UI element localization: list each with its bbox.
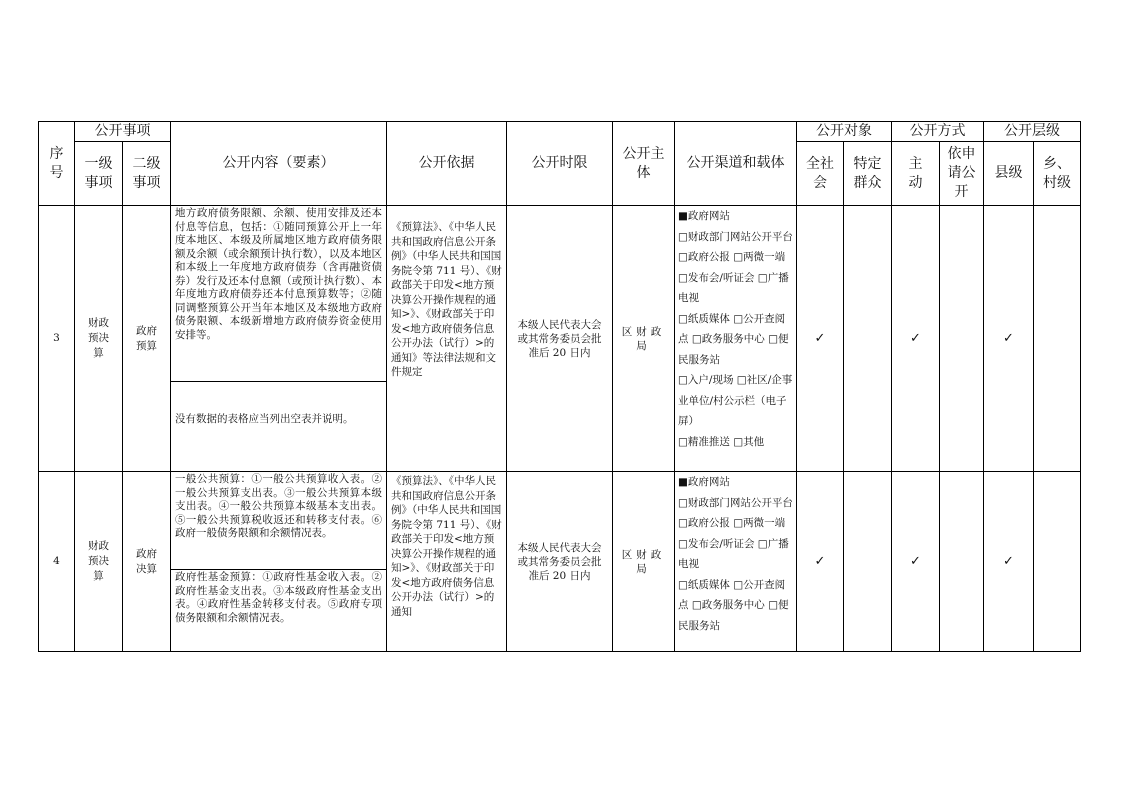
row-active-check: ✓: [892, 472, 940, 652]
header-item-group: 公开事项: [75, 122, 171, 142]
header-object-group: 公开对象: [797, 122, 892, 142]
row-time-limit: 本级人民代表大会或其常务委员会批准后 20 日内: [507, 206, 613, 472]
row-specific-group-check: [844, 472, 892, 652]
row-county-check: ✓: [984, 472, 1034, 652]
header-township: 乡、村级: [1034, 142, 1081, 206]
table-row: [39, 206, 1081, 472]
channel-item: □纸质媒体 □公开查阅点 □政务服务中心 □便民服务站: [678, 578, 789, 632]
header-county: 县级: [984, 142, 1034, 206]
table-row: [39, 472, 1081, 652]
channel-item: □财政部门网站公开平台: [678, 230, 793, 243]
channel-item: ■政府网站: [678, 476, 730, 488]
row-channel: [675, 206, 797, 472]
header-on-request: 依申请公开: [940, 142, 984, 206]
channel-item: □入户/现场 □社区/企事业单位/村公示栏（电子屏）: [678, 374, 793, 427]
row-seq: 4: [39, 472, 75, 652]
header-specific-group: 特定群众: [844, 142, 892, 206]
disclosure-table: [38, 121, 1081, 652]
header-basis: 公开依据: [387, 122, 507, 206]
header-time-limit: 公开时限: [507, 122, 613, 206]
header-content: 公开内容（要素）: [171, 122, 387, 206]
row-content-main: 地方政府债务限额、余额、使用安排及还本付息等信息，包括：①随同预算公开上一年度本地区、本级及所属地区地方政府债务限额及余额（或余额预计执行数），以及本地区和本级上一年度地方政府债券（含再融资债券）发行及还本付息额（或预计执行数）、本年度地方政府债券还本付息预算数等；②随同调整预算公开当年本地区及本级地方政府债务限额、本级新增地方政府债券资金使用安排等。: [175, 207, 382, 341]
header-level1: 一级事项: [75, 142, 123, 206]
row-basis-text: 《预算法》、《中华人民共和国政府信息公开条例》（中华人民共和国国务院令第 711 号）、《财政部关于印发<地方预决算公开操作规程的通知>》、《财政部关于印发<地方政府债务信息公开办法（试行）>的通知: [391, 475, 502, 618]
row-basis: 《预算法》、《中华人民共和国政府信息公开条例》（中华人民共和国国务院令第 711 号）、《财政部关于印发<地方预决算公开操作规程的通知>》、《财政部关于印发<地方政府债务信息公开办法（试行）>的通知》等法律法规和文件规定: [387, 206, 507, 472]
row-level2: 政府预算: [123, 206, 171, 472]
row-on-request-check: [940, 206, 984, 472]
row-on-request-check: [940, 472, 984, 652]
row-level1: 财政预决算: [75, 472, 123, 652]
row-content: [171, 206, 387, 472]
header-active: 主动: [892, 142, 940, 206]
channel-item: ■政府网站: [678, 210, 730, 222]
header-method-group: 公开方式: [892, 122, 984, 142]
header-all-society: 全社会: [797, 142, 844, 206]
header-level2: 二级事项: [123, 142, 171, 206]
header-row-1: [39, 122, 1081, 142]
row-content-part2: 政府性基金预算：①政府性基金收入表。②政府性基金支出表。③本级政府性基金支出表。④政府性基金转移支付表。⑤政府专项债务限额和余额情况表。: [171, 569, 386, 648]
row-subject: 区财政局: [613, 472, 675, 652]
channel-item: □政府公报 □两微一端□发布会/听证会 □广播电视: [678, 517, 789, 570]
row-level2: 政府决算: [123, 472, 171, 652]
channel-item: □政府公报 □两微一端□发布会/听证会 □广播电视: [678, 251, 789, 304]
row-specific-group-check: [844, 206, 892, 472]
channel-item: □精准推送 □其他: [678, 435, 765, 448]
header-level-group: 公开层级: [984, 122, 1081, 142]
row-time-limit: 本级人民代表大会或其常务委员会批准后 20 日内: [507, 472, 613, 652]
row-county-check: ✓: [984, 206, 1034, 472]
row-all-society-check: ✓: [797, 206, 844, 472]
row-all-society-check: ✓: [797, 472, 844, 652]
row-channel: [675, 472, 797, 652]
row-content-part1: 一般公共预算：①一般公共预算收入表。②一般公共预算支出表。③一般公共预算本级支出表。④一般公共预算本级基本支出表。⑤一般公共预算税收返还和转移支付表。⑥政府一般债务限额和余额情况表。: [175, 473, 382, 539]
row-content: [171, 472, 387, 652]
header-channel: 公开渠道和载体: [675, 122, 797, 206]
header-seq: 序号: [39, 122, 75, 206]
row-content-note: 没有数据的表格应当列出空表并说明。: [171, 381, 386, 457]
row-active-check: ✓: [892, 206, 940, 472]
row-basis: [387, 472, 507, 652]
row-level1: 财政预决算: [75, 206, 123, 472]
channel-item: □财政部门网站公开平台: [678, 496, 793, 509]
channel-item: □纸质媒体 □公开查阅点 □政务服务中心 □便民服务站: [678, 312, 789, 366]
row-seq: 3: [39, 206, 75, 472]
header-subject: 公开主体: [613, 122, 675, 206]
row-subject: 区财政局: [613, 206, 675, 472]
row-township-check: [1034, 472, 1081, 652]
row-township-check: [1034, 206, 1081, 472]
